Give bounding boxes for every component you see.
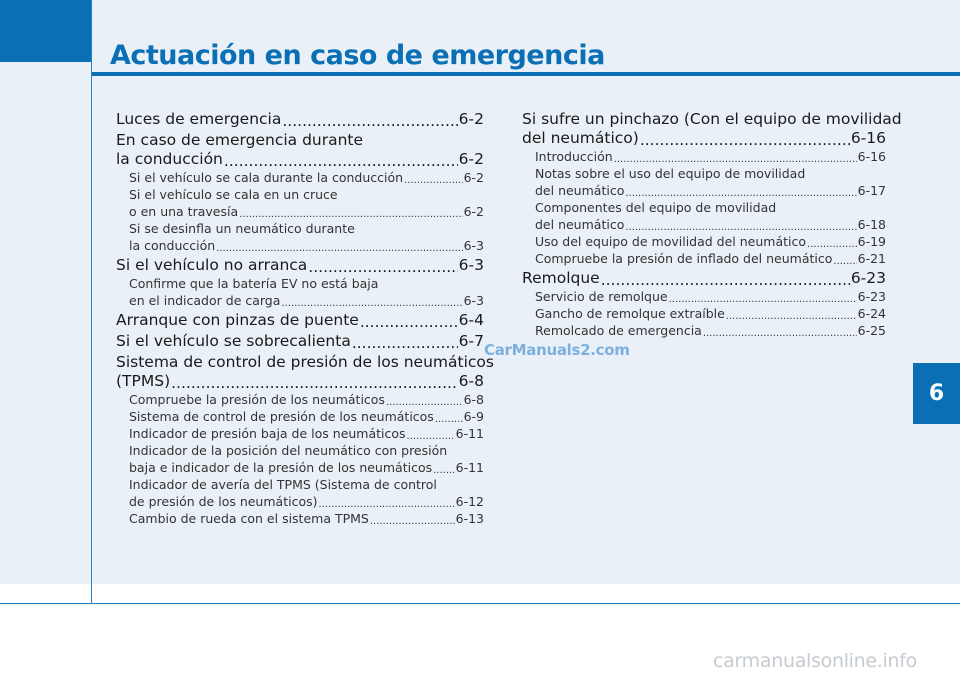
toc-subentry[interactable] — [116, 408, 484, 425]
toc-entry[interactable] — [522, 269, 886, 288]
page-title: Actuación en caso de emergencia — [110, 40, 605, 71]
toc-subentry-page: 6-12 — [455, 494, 484, 509]
toc-subentry[interactable] — [522, 305, 886, 322]
toc-entry-page: 6-8 — [458, 372, 484, 390]
toc-subentry[interactable] — [116, 476, 484, 510]
leader-dots — [726, 312, 857, 322]
toc-subentry-title: del neumático — [535, 183, 625, 198]
toc-subentry-page: 6-18 — [857, 217, 886, 232]
toc-entry[interactable] — [522, 110, 902, 148]
toc-subentry-title-line: Indicador de avería del TPMS (Sistema de control — [129, 477, 437, 492]
toc-subentry-title: Cambio de rueda con el sistema TPMS — [129, 511, 369, 526]
toc-subentry-page: 6-9 — [463, 409, 484, 424]
toc-subentry-page: 6-2 — [463, 204, 484, 219]
leader-dots — [625, 189, 856, 199]
toc-subentry-page: 6-11 — [455, 460, 484, 475]
toc-subentry[interactable] — [116, 275, 484, 309]
leader-dots — [282, 114, 457, 130]
toc-subentry[interactable] — [116, 391, 484, 408]
leader-dots — [370, 517, 455, 527]
margin-line — [91, 0, 92, 604]
leader-dots — [404, 176, 463, 186]
toc-entry-title: Si el vehículo no arranca — [116, 256, 308, 274]
leader-dots — [281, 299, 462, 309]
toc-subentry-title: la conducción — [129, 238, 216, 253]
toc-left-column — [116, 108, 494, 527]
toc-entry-title: del neumático) — [522, 129, 639, 147]
toc-entry-page: 6-2 — [458, 150, 484, 168]
toc-subentry[interactable] — [522, 322, 886, 339]
toc-subentry[interactable] — [116, 425, 484, 442]
toc-subentry-title: Servicio de remolque — [535, 289, 668, 304]
toc-subentry[interactable] — [522, 199, 886, 233]
toc-entry-title: Luces de emergencia — [116, 110, 282, 128]
bottom-rule — [0, 603, 960, 604]
leader-dots — [435, 415, 463, 425]
leader-dots — [407, 432, 455, 442]
toc-subentry-page: 6-13 — [455, 511, 484, 526]
toc-entry-title-line: Si sufre un pinchazo (Con el equipo de movilidad — [522, 110, 902, 128]
toc-entry-page: 6-16 — [850, 129, 886, 147]
toc-subentry[interactable] — [116, 186, 484, 220]
leader-dots — [640, 133, 850, 149]
toc-entry-title: Arranque con pinzas de puente — [116, 311, 359, 329]
toc-entry-title: la conducción — [116, 150, 223, 168]
toc-entry-title: Si el vehículo se sobrecalienta — [116, 332, 351, 350]
toc-subentry-title: del neumático — [535, 217, 625, 232]
toc-entry-title-line: Sistema de control de presión de los neumáticos — [116, 353, 494, 371]
leader-dots — [308, 260, 457, 276]
toc-entry-page: 6-2 — [458, 110, 484, 128]
leader-dots — [807, 240, 857, 250]
toc-subentry-title: Uso del equipo de movilidad del neumático — [535, 234, 807, 249]
toc-subentry-page: 6-16 — [857, 149, 886, 164]
toc-entry-page: 6-3 — [458, 256, 484, 274]
toc-subentry-title: Si el vehículo se cala durante la conducción — [129, 170, 404, 185]
toc-entry[interactable] — [116, 256, 484, 275]
toc-entry[interactable] — [116, 311, 484, 330]
toc-entry-title: (TPMS) — [116, 372, 171, 390]
leader-dots — [601, 273, 850, 289]
toc-right-column — [522, 108, 902, 339]
toc-subentry-title: baja e indicador de la presión de los neumáticos — [129, 460, 433, 475]
toc-subentry-title-line: Indicador de la posición del neumático con presión — [129, 443, 448, 458]
leader-dots — [669, 295, 857, 305]
toc-subentry-title-line: Si el vehículo se cala en un cruce — [129, 187, 338, 202]
toc-subentry-page: 6-19 — [857, 234, 886, 249]
leader-dots — [352, 336, 458, 352]
toc-entry[interactable] — [116, 110, 484, 129]
chapter-tab[interactable]: 6 — [913, 363, 960, 424]
leader-dots — [433, 466, 455, 476]
toc-entry[interactable] — [116, 332, 484, 351]
footer-watermark: carmanualsonline.info — [713, 650, 917, 672]
toc-subentry-title-line: Notas sobre el uso del equipo de movilidad — [535, 166, 806, 181]
leader-dots — [386, 398, 463, 408]
toc-subentry[interactable] — [522, 148, 886, 165]
toc-subentry-title: Sistema de control de presión de los neumáticos — [129, 409, 434, 424]
toc-entry[interactable] — [116, 131, 484, 169]
leader-dots — [360, 315, 458, 331]
toc-subentry-title-line: Si se desinfla un neumático durante — [129, 221, 355, 236]
toc-subentry[interactable] — [522, 165, 886, 199]
toc-subentry-title-line: Confirme que la batería EV no está baja — [129, 276, 379, 291]
toc-subentry[interactable] — [116, 510, 484, 527]
toc-subentry-title: Compruebe la presión de inflado del neumático — [535, 251, 833, 266]
watermark: CarManuals2.com — [484, 341, 630, 359]
leader-dots — [703, 329, 857, 339]
toc-subentry-page: 6-11 — [455, 426, 484, 441]
toc-subentry-page: 6-2 — [463, 170, 484, 185]
toc-subentry-title: Compruebe la presión de los neumáticos — [129, 392, 385, 407]
toc-subentry-page: 6-23 — [857, 289, 886, 304]
toc-subentry[interactable] — [522, 233, 886, 250]
toc-subentry[interactable] — [116, 442, 484, 476]
toc-subentry-page: 6-8 — [463, 392, 484, 407]
toc-entry-page: 6-23 — [850, 269, 886, 287]
toc-subentry-page: 6-3 — [463, 293, 484, 308]
toc-subentry-page: 6-17 — [857, 183, 886, 198]
toc-subentry[interactable] — [522, 288, 886, 305]
toc-entry-page: 6-7 — [458, 332, 484, 350]
toc-entry[interactable] — [116, 353, 494, 391]
toc-subentry-title: en el indicador de carga — [129, 293, 281, 308]
toc-subentry-page: 6-24 — [857, 306, 886, 321]
corner-block — [0, 0, 92, 62]
toc-subentry-title-line: Componentes del equipo de movilidad — [535, 200, 777, 215]
leader-dots — [216, 244, 462, 254]
toc-subentry[interactable] — [116, 169, 484, 186]
toc-subentry[interactable] — [522, 250, 886, 267]
toc-subentry-title: Gancho de remolque extraíble — [535, 306, 725, 321]
leader-dots — [171, 376, 458, 392]
title-rule — [92, 72, 960, 76]
toc-subentry-title: o en una travesía — [129, 204, 239, 219]
leader-dots — [224, 154, 458, 170]
toc-subentry-page: 6-25 — [857, 323, 886, 338]
leader-dots — [625, 223, 856, 233]
toc-subentry-title: Remolcado de emergencia — [535, 323, 702, 338]
toc-entry-title: Remolque — [522, 269, 600, 287]
toc-subentry[interactable] — [116, 220, 484, 254]
toc-entry-page: 6-4 — [458, 311, 484, 329]
leader-dots — [833, 257, 856, 267]
leader-dots — [239, 210, 462, 220]
toc-subentry-title: Indicador de presión baja de los neumáticos — [129, 426, 406, 441]
leader-dots — [318, 500, 454, 510]
leader-dots — [614, 155, 857, 165]
toc-entry-title-line: En caso de emergencia durante — [116, 131, 364, 149]
toc-subentry-page: 6-3 — [463, 238, 484, 253]
toc-subentry-page: 6-21 — [857, 251, 886, 266]
toc-subentry-title: Introducción — [535, 149, 613, 164]
toc-subentry-title: de presión de los neumáticos) — [129, 494, 318, 509]
